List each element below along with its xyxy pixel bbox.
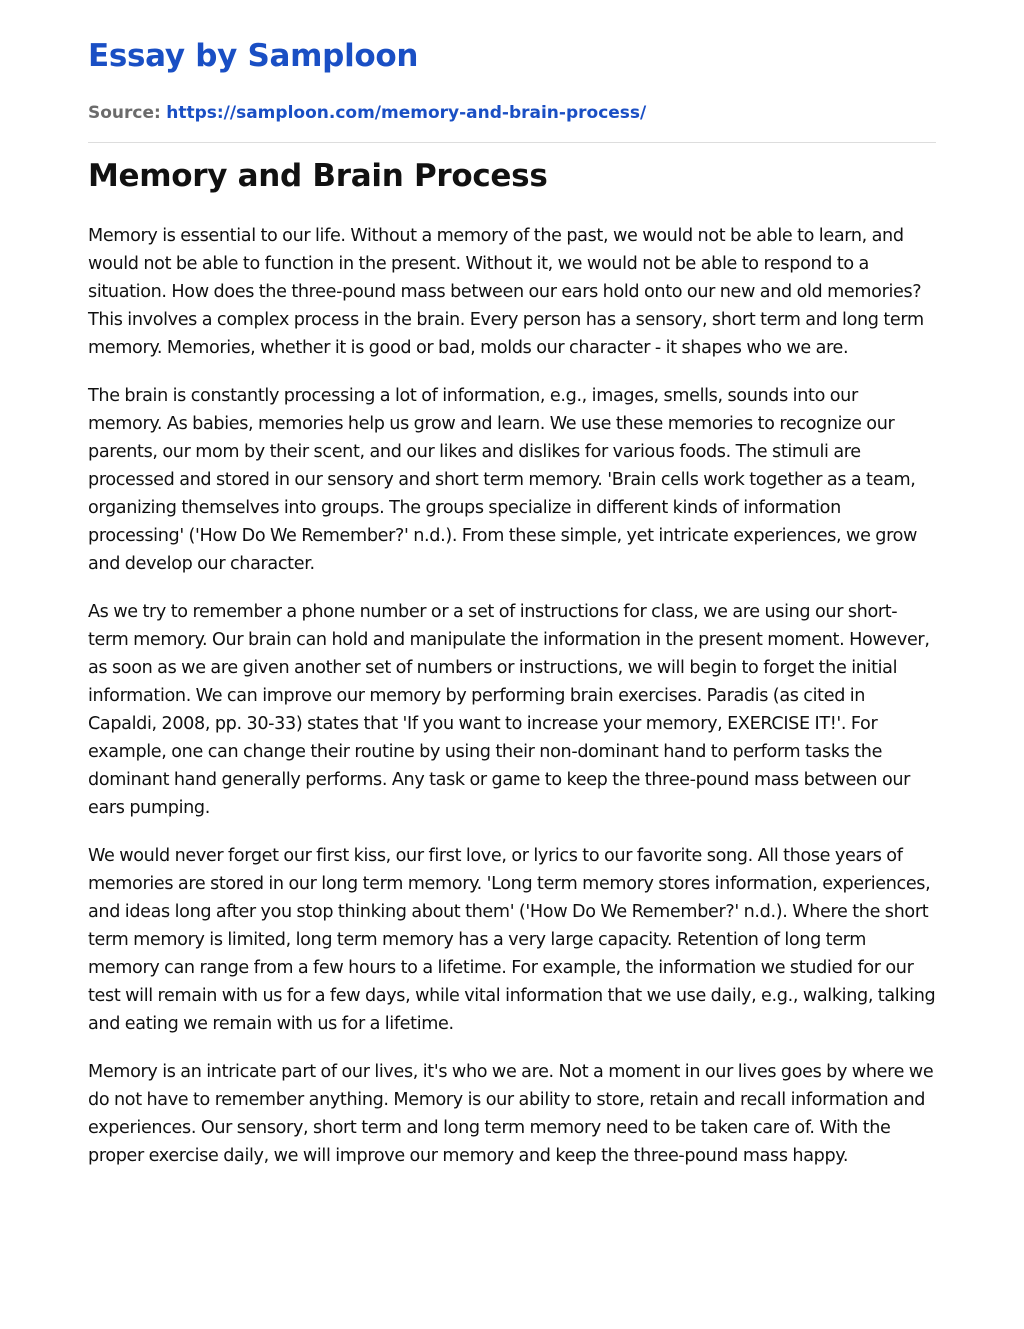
essay-paragraph: Memory is an intricate part of our lives, it's who we are. Not a moment in our lives goes by where we do not have to remember anything. Memory is our ability to store, retain and recall information and experiences. Our sensory, short term and long term memory need to be taken care of. With the proper exercise daily, we will improve our memory and keep the three-pound mass happy.	[88, 1062, 934, 1166]
source-label: Source:	[88, 103, 161, 123]
essay-body	[88, 222, 936, 1190]
source-link[interactable]: https://samploon.com/memory-and-brain-process/	[166, 103, 647, 123]
header-divider	[88, 142, 936, 143]
essay-title: Memory and Brain Process	[88, 158, 548, 194]
essay-paragraph: As we try to remember a phone number or a set of instructions for class, we are using our short-term memory. Our brain can hold and manipulate the information in the present moment. However, as soon as we are given another set of numbers or instructions, we will begin to forget the initial information. We can improve our memory by performing brain exercises. Paradis (as cited in Capaldi, 2008, pp. 30-33) states that 'If you want to increase your memory, EXERCISE IT!'. For example, one can change their routine by using their non-dominant hand to perform tasks the dominant hand generally performs. Any task or game to keep the three-pound mass between our ears pumping.	[88, 602, 930, 818]
source-line	[88, 101, 646, 125]
essay-paragraph: We would never forget our first kiss, our first love, or lyrics to our favorite song. All those years of memories are stored in our long term memory. 'Long term memory stores information, experiences, and ideas long after you stop thinking about them' ('How Do We Remember?' n.d.). Where the short term memory is limited, long term memory has a very large capacity. Retention of long term memory can range from a few hours to a lifetime. For example, the information we studied for our test will remain with us for a few days, while vital information that we use daily, e.g., walking, talking and eating we remain with us for a lifetime.	[88, 846, 936, 1034]
site-brand-title: Essay by Samploon	[88, 38, 419, 74]
essay-paragraph: Memory is essential to our life. Without a memory of the past, we would not be able to learn, and would not be able to function in the present. Without it, we would not be able to respond to a situation. How does the three-pound mass between our ears hold onto our new and old memories? This involves a complex process in the brain. Every person has a sensory, short term and long term memory. Memories, whether it is good or bad, molds our character - it shapes who we are.	[88, 226, 924, 358]
essay-paragraph: The brain is constantly processing a lot of information, e.g., images, smells, sounds into our memory. As babies, memories help us grow and learn. We use these memories to recognize our parents, our mom by their scent, and our likes and dislikes for various foods. The stimuli are processed and stored in our sensory and short term memory. 'Brain cells work together as a team, organizing themselves into groups. The groups specialize in different kinds of information processing' ('How Do We Remember?' n.d.). From these simple, yet intricate experiences, we grow and develop our character.	[88, 386, 918, 574]
